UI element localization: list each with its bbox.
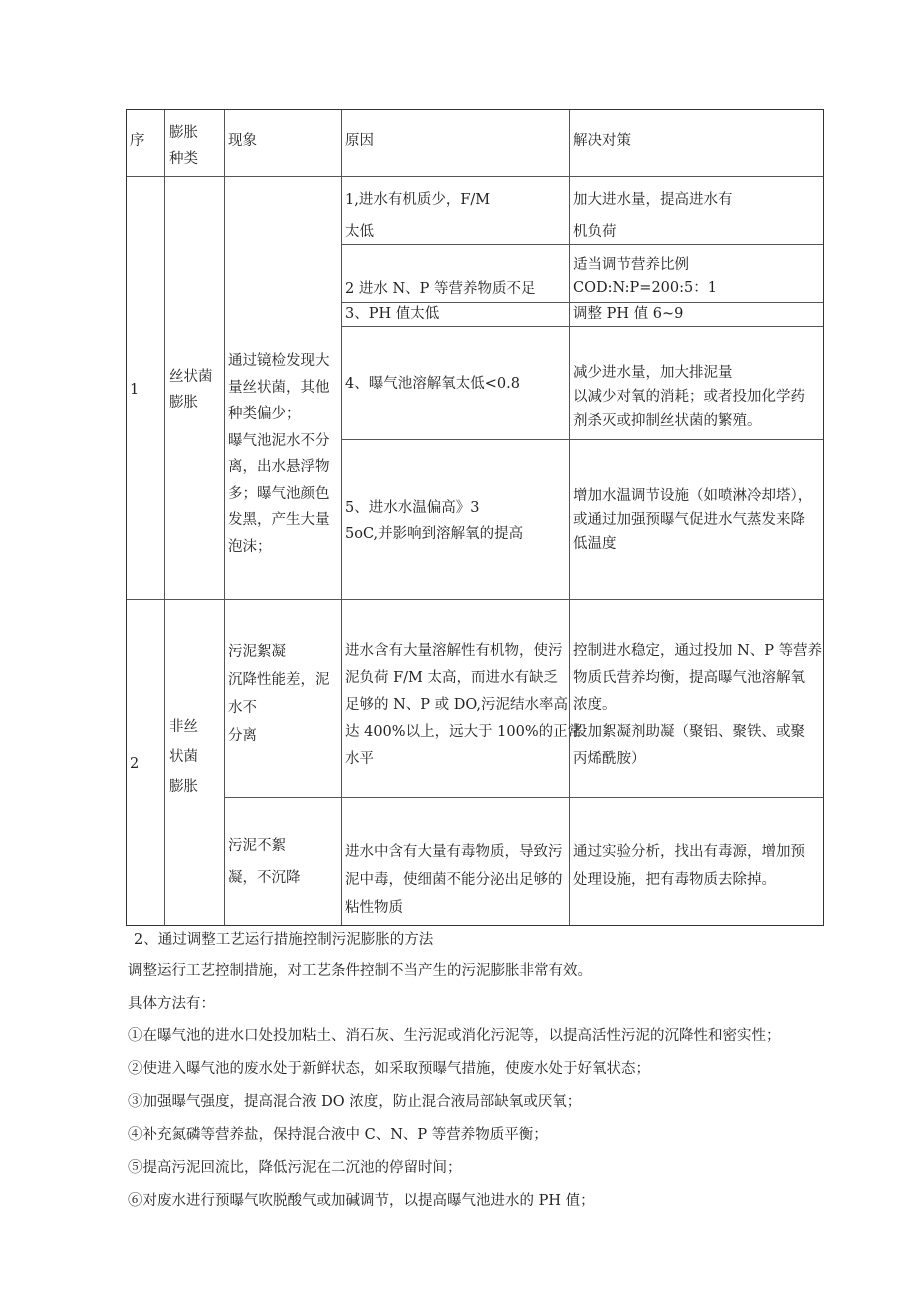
cause-non-filamentous-1: 进水含有大量溶解性有机物，使污 泥负荷 F/M 太高，而进水有缺乏 足够的 N、P 或 DO,污泥结水率高 达 400%以上，远大于 100%的正常 水平 xyxy=(345,643,583,767)
col-divider xyxy=(224,110,225,925)
method-item: ④补充氮磷等营养盐，保持混合液中 C、N、P 等营养物质平衡； xyxy=(128,1127,548,1143)
solution-5: 增加水温调节设施（如喷淋冷却塔）， 或通过加强预曝气促进水气蒸发来降 低温度 xyxy=(573,488,813,552)
method-item: ②使进入曝气池的废水处于新鲜状态，如采取预曝气措施，使废水处于好氧状态； xyxy=(128,1061,650,1077)
col-divider xyxy=(164,110,165,925)
method-item: ⑤提高污泥回流比，降低污泥在二沉池的停留时间； xyxy=(128,1160,462,1176)
cause-1: 1,进水有机质少，F/M 太低 xyxy=(345,192,491,240)
row-divider xyxy=(127,176,823,177)
solution-1: 加大进水量，提高进水有 机负荷 xyxy=(573,192,733,240)
phenomenon-non-filamentous-1: 污泥絮凝 沉降性能差，泥 水不 分离 xyxy=(228,644,330,744)
cause-2: 2 进水 N、P 等营养物质不足 xyxy=(345,281,536,297)
phenomenon-filamentous: 通过镜检发现大 量丝状菌，其他 种类偏少； 曝气池泥水不分 离，出水悬浮物 多；曝气池颜色 发黑，产生大量 泡沫； xyxy=(228,353,330,555)
row-divider xyxy=(224,797,823,798)
section-intro: 调整运行工艺控制措施，对工艺条件控制不当产生的污泥膨胀非常有效。 xyxy=(128,963,592,979)
type-non-filamentous: 非丝 状菌 膨胀 xyxy=(169,719,198,795)
row-divider xyxy=(341,439,823,440)
row-divider xyxy=(127,599,823,600)
seq-1: 1 xyxy=(130,382,140,398)
methods-label: 具体方法有： xyxy=(128,996,215,1012)
col-divider xyxy=(341,110,342,925)
cause-non-filamentous-2: 进水中含有大量有毒物质，导致污 泥中毒，使细菌不能分泌出足够的 粘性物质 xyxy=(345,844,563,916)
method-item: ⑥对废水进行预曝气吹脱酸气或加碱调节，以提高曝气池进水的 PH 值； xyxy=(128,1193,595,1209)
row-divider xyxy=(341,326,823,327)
cause-5: 5、进水水温偏高》3 5oC,并影响到溶解氧的提高 xyxy=(345,500,524,542)
cause-4: 4、曝气池溶解氧太低<0.8 xyxy=(345,376,520,392)
header-solution: 解决对策 xyxy=(573,133,631,149)
solution-non-filamentous-2: 通过实验分析，找出有毒源，增加预 处理设施，把有毒物质去除掉。 xyxy=(573,844,805,888)
solution-3: 调整 PH 值 6~9 xyxy=(573,306,684,322)
solution-2: 适当调节营养比例 COD:N:P=200:5：1 xyxy=(573,257,717,296)
phenomenon-non-filamentous-2: 污泥不絮 凝，不沉降 xyxy=(228,838,301,886)
method-item: ①在曝气池的进水口处投加粘土、消石灰、生污泥或消化污泥等，以提高活性污泥的沉降性和密实性； xyxy=(128,1028,781,1044)
seq-2: 2 xyxy=(130,756,140,772)
solution-4: 减少进水量，加大排泥量 以减少对氧的消耗；或者投加化学药 剂杀灭或抑制丝状菌的繁殖。 xyxy=(573,365,805,429)
solution-non-filamentous-1: 控制进水稳定，通过投加 N、P 等营养 物质氏营养均衡，提高曝气池溶解氧 浓度。 投加絮凝剂助凝（聚铝、聚铁、或聚 丙烯酰胺） xyxy=(573,643,823,767)
cause-3: 3、PH 值太低 xyxy=(345,306,440,322)
method-item: ③加强曝气强度，提高混合液 DO 浓度，防止混合液局部缺氧或厌氧； xyxy=(128,1094,582,1110)
type-filamentous: 丝状菌 膨胀 xyxy=(169,369,213,411)
header-type: 膨胀 种类 xyxy=(169,125,198,167)
section-heading: 2、通过调整工艺运行措施控制污泥膨胀的方法 xyxy=(134,932,434,948)
header-cause: 原因 xyxy=(345,133,374,149)
header-seq: 序 xyxy=(130,133,145,149)
header-phenomenon: 现象 xyxy=(228,133,257,149)
sludge-bulking-table xyxy=(126,109,824,926)
col-divider xyxy=(569,110,570,925)
